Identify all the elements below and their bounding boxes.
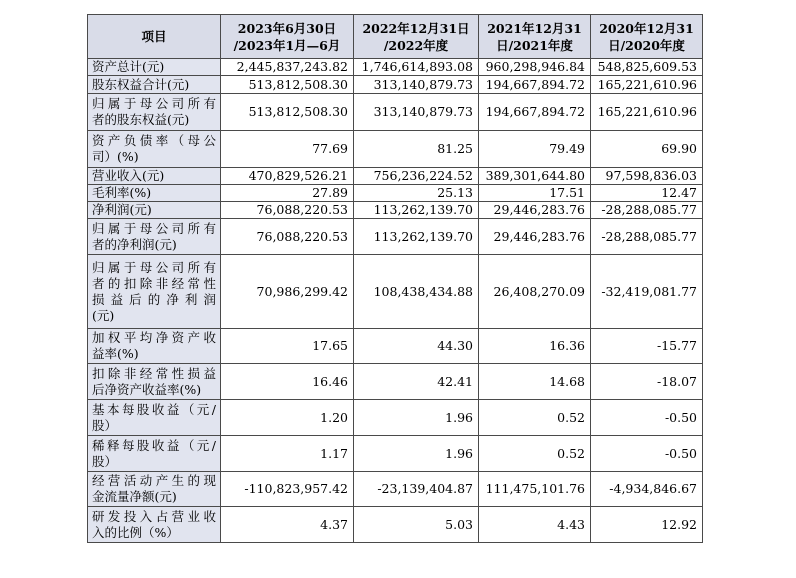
row-label-line: 者的股东权益(元): [92, 112, 190, 127]
header-2022: [354, 15, 479, 59]
value-cell: 27.89: [221, 185, 354, 202]
table-row: [88, 400, 703, 436]
value-cell: 1.17: [221, 436, 354, 472]
value-cell: 42.41: [354, 364, 479, 400]
row-label: [88, 94, 221, 131]
row-label: [88, 329, 221, 364]
table-row: [88, 76, 703, 94]
value-cell: 960,298,946.84: [479, 59, 591, 76]
row-label-line: 损益后的净利润: [92, 291, 216, 307]
table-row: [88, 59, 703, 76]
row-label-line: 净利润(元): [92, 202, 152, 217]
value-cell: 4.43: [479, 507, 591, 543]
value-cell: 111,475,101.76: [479, 472, 591, 507]
value-cell: -110,823,957.42: [221, 472, 354, 507]
table-row: [88, 507, 703, 543]
value-cell: 756,236,224.52: [354, 168, 479, 185]
value-cell: 194,667,894.72: [479, 76, 591, 94]
row-label-line: 基本每股收益（元/: [92, 401, 216, 417]
table-row: [88, 131, 703, 168]
value-cell: 0.52: [479, 400, 591, 436]
header-2021-line2: 日/2021年度: [496, 37, 573, 53]
table-row: [88, 255, 703, 329]
table-row: [88, 168, 703, 185]
financial-indicators-table: [87, 14, 703, 543]
value-cell: -4,934,846.67: [591, 472, 703, 507]
value-cell: 1.20: [221, 400, 354, 436]
row-label-line: 毛利率(%): [92, 185, 152, 200]
value-cell: -28,288,085.77: [591, 202, 703, 219]
row-label-line: 入的比例（%）: [92, 524, 179, 540]
row-label-line: 股东权益合计(元): [92, 76, 190, 92]
value-cell: 79.49: [479, 131, 591, 168]
row-label: [88, 168, 221, 185]
table-row: [88, 185, 703, 202]
value-cell: 44.30: [354, 329, 479, 364]
value-cell: 12.92: [591, 507, 703, 543]
value-cell: 29,446,283.76: [479, 202, 591, 219]
table-row: [88, 472, 703, 507]
value-cell: 194,667,894.72: [479, 94, 591, 131]
row-label-line: 者的净利润(元): [92, 236, 177, 252]
row-label-line: 股）: [92, 453, 118, 469]
value-cell: 313,140,879.73: [354, 94, 479, 131]
value-cell: 17.51: [479, 185, 591, 202]
value-cell: -0.50: [591, 400, 703, 436]
row-label-line: 经营活动产生的现: [92, 473, 216, 488]
table-row: [88, 202, 703, 219]
row-label-line: 归属于母公司所有: [92, 259, 216, 275]
row-label-line: (元): [92, 307, 115, 323]
table-row: [88, 364, 703, 400]
value-cell: 389,301,644.80: [479, 168, 591, 185]
header-item: 项目: [88, 15, 221, 59]
value-cell: 1,746,614,893.08: [354, 59, 479, 76]
value-cell: 513,812,508.30: [221, 76, 354, 94]
row-label: [88, 131, 221, 168]
value-cell: -28,288,085.77: [591, 219, 703, 255]
row-label: [88, 202, 221, 219]
value-cell: 17.65: [221, 329, 354, 364]
header-2021: [479, 15, 591, 59]
row-label-line: 股）: [92, 417, 118, 433]
value-cell: 548,825,609.53: [591, 59, 703, 76]
value-cell: 165,221,610.96: [591, 76, 703, 94]
header-2021-line1: 2021年12月31: [487, 20, 582, 36]
table-row: [88, 219, 703, 255]
value-cell: 4.37: [221, 507, 354, 543]
header-2020: [591, 15, 703, 59]
row-label-line: 资产负债率（母公: [92, 133, 216, 148]
header-2023h1-line1: 2023年6月30日: [237, 20, 337, 36]
row-label-line: 后净资产收益率(%): [92, 381, 202, 397]
row-label-line: 营业收入(元): [92, 168, 165, 183]
value-cell: 14.68: [479, 364, 591, 400]
value-cell: 29,446,283.76: [479, 219, 591, 255]
row-label-line: 研发投入占营业收: [92, 508, 216, 524]
value-cell: 1.96: [354, 436, 479, 472]
row-label-line: 金流量净额(元): [92, 489, 177, 504]
row-label: [88, 364, 221, 400]
value-cell: -18.07: [591, 364, 703, 400]
header-2020-line1: 2020年12月31: [599, 20, 694, 36]
value-cell: 16.46: [221, 364, 354, 400]
value-cell: 25.13: [354, 185, 479, 202]
value-cell: 81.25: [354, 131, 479, 168]
row-label-line: 益率(%): [92, 346, 139, 361]
row-label: [88, 219, 221, 255]
row-label-line: 资产总计(元): [92, 59, 165, 74]
value-cell: 470,829,526.21: [221, 168, 354, 185]
financial-table-container: [87, 14, 703, 543]
row-label-line: 者的扣除非经常性: [92, 275, 216, 291]
row-label-line: 加权平均净资产收: [92, 330, 216, 345]
row-label-line: 司）(%): [92, 149, 139, 164]
row-label: [88, 436, 221, 472]
table-row: [88, 329, 703, 364]
table-row: [88, 94, 703, 131]
value-cell: 26,408,270.09: [479, 255, 591, 329]
table-row: [88, 436, 703, 472]
value-cell: -23,139,404.87: [354, 472, 479, 507]
row-label: [88, 400, 221, 436]
value-cell: 97,598,836.03: [591, 168, 703, 185]
value-cell: 70,986,299.42: [221, 255, 354, 329]
header-2023h1: [221, 15, 354, 59]
value-cell: 16.36: [479, 329, 591, 364]
value-cell: 2,445,837,243.82: [221, 59, 354, 76]
value-cell: -15.77: [591, 329, 703, 364]
value-cell: 1.96: [354, 400, 479, 436]
row-label-line: 归属于母公司所有: [92, 96, 216, 111]
row-label: [88, 507, 221, 543]
value-cell: 513,812,508.30: [221, 94, 354, 131]
value-cell: 108,438,434.88: [354, 255, 479, 329]
row-label: [88, 185, 221, 202]
value-cell: 113,262,139.70: [354, 202, 479, 219]
row-label-line: 稀释每股收益（元/: [92, 437, 216, 453]
header-2022-line1: 2022年12月31日: [362, 20, 470, 36]
row-label: [88, 76, 221, 94]
value-cell: 165,221,610.96: [591, 94, 703, 131]
header-2022-line2: /2022年度: [383, 37, 449, 53]
row-label-line: 归属于母公司所有: [92, 220, 216, 236]
value-cell: 0.52: [479, 436, 591, 472]
value-cell: 77.69: [221, 131, 354, 168]
value-cell: 5.03: [354, 507, 479, 543]
value-cell: 113,262,139.70: [354, 219, 479, 255]
header-row: [88, 15, 703, 59]
row-label: [88, 255, 221, 329]
table-body: [88, 59, 703, 543]
value-cell: 12.47: [591, 185, 703, 202]
row-label: [88, 472, 221, 507]
header-2020-line2: 日/2020年度: [608, 37, 685, 53]
header-2023h1-line2: /2023年1月—6月: [233, 37, 341, 53]
row-label: [88, 59, 221, 76]
value-cell: 69.90: [591, 131, 703, 168]
value-cell: 76,088,220.53: [221, 219, 354, 255]
value-cell: 313,140,879.73: [354, 76, 479, 94]
value-cell: -32,419,081.77: [591, 255, 703, 329]
row-label-line: 扣除非经常性损益: [92, 365, 216, 381]
value-cell: 76,088,220.53: [221, 202, 354, 219]
value-cell: -0.50: [591, 436, 703, 472]
